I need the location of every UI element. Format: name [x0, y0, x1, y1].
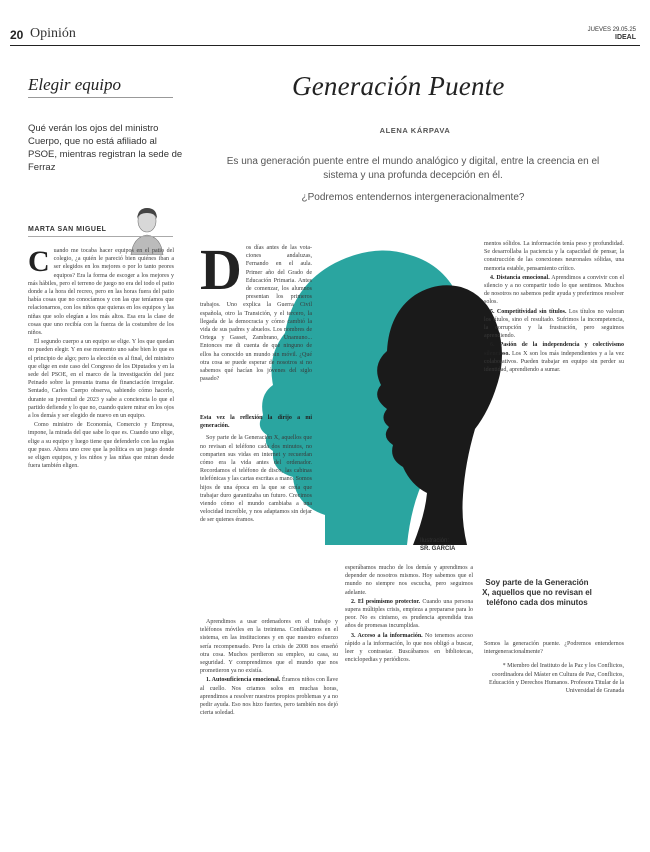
article-deck-question: ¿Podremos entendernos intergeneracionalmente?	[301, 192, 525, 203]
list-item-heading: 5. Competitividad sin títulos.	[490, 308, 567, 315]
page-number: 20	[10, 28, 24, 42]
column-heading-rule	[28, 97, 173, 98]
header-rule	[10, 45, 640, 46]
article-list-item	[484, 341, 624, 374]
article-list-item	[484, 308, 624, 341]
article-dropcap: D	[200, 244, 242, 302]
list-item-text: Cuando una persona supera múltiples crisis, empieza a prepararse para lo peor. No es cinismo, es prudencia aprendida tras años de promesas incumplidas.	[345, 598, 473, 630]
illustration-label: Ilustración:	[420, 538, 450, 544]
list-item-text: Aprendimos a convivir con el silencio y a no compartir todo lo que sentimos. Muchos de nosotros no sabemos pedir ayuda y preferimos resolver solos.	[484, 274, 624, 306]
list-item-heading: 2. El pesimismo protector.	[351, 598, 420, 605]
article-paragraph: Soy parte de la Generación X, aquellos que no revisan el teléfono cada dos minutos, no comparten sus vidas en internet y recuerdan cómo era la vida antes del ordenador. Recordamos el teléfono de disco, las cabinas telefónicas y las cartas escritas a mano. Somos hijos de una época en la que se creía que trabajar duro garantizaba un futuro. Crecimos viendo cómo el mundo cambiaba a una velocidad increíble, y nos adaptamos sin dejar de ser quienes éramos.	[200, 435, 312, 524]
article-list-item	[345, 598, 473, 631]
list-item-text: Éramos niños con llave al cuello. Nos criamos solos en muchas horas, aprendimos a resolver nuestros propios problemas y a no pedir ayuda. Eso nos hizo fuertes, pero también nos dejó cierta soledad.	[200, 677, 338, 717]
column-author: MARTA SAN MIGUEL	[28, 226, 107, 233]
article-list-item	[484, 274, 624, 307]
list-item-heading: 1. Autosuficiencia emocional.	[206, 677, 281, 684]
illustration-artist: SR. GARCÍA	[420, 546, 456, 552]
list-item-heading: 3. Acceso a la información.	[351, 632, 423, 639]
article-paragraph: mentos sólidos. La información tenía peso y profundidad. Se desarrollaba la paciencia y la capacidad de pensar, la construcción de las conexiones neuronales sólidas, una memoria estable, pensamiento crítico.	[484, 241, 624, 272]
column-heading: Elegir equipo	[28, 75, 122, 94]
list-item-text: Los X son los más independientes y a la vez colaborativos. Pueden trabajar en equipo sin perder su identidad, aprendiendo a sumar.	[484, 350, 624, 374]
article-column-4b	[484, 640, 624, 840]
column-subtitle: Qué verán los ojos del ministro Cuerpo, que no está afiliado al PSOE, mientras registran la sede de Ferraz	[28, 123, 183, 173]
article-deck	[218, 155, 608, 205]
issue-date-block	[588, 26, 636, 42]
section-name: Opinión	[30, 26, 76, 41]
article-column-3	[345, 564, 473, 838]
article-list-item	[200, 676, 338, 717]
article-column-2	[200, 618, 338, 838]
column-dropcap: C	[28, 247, 50, 278]
article-column-1	[200, 244, 312, 414]
article-subhead: Esta vez la reflexión la dirijo a mi generación.	[200, 415, 312, 430]
column-body	[28, 247, 174, 837]
column-author-rule	[28, 236, 173, 237]
list-item-text: Los títulos no valoran los títulos, sino el resultado. Sufrimos la incompetencia, la corrupción y la frustración, pero seguimos aprendiendo.	[484, 308, 624, 340]
article-paragraph: esperábamos mucho de los demás y aprendimos a depender de nosotros mismos. Hoy sabemos que el mundo no siempre nos escucha, pero seguimos adelante.	[345, 565, 473, 596]
list-item-heading: 4. Distancia emocional.	[490, 274, 550, 281]
illustration-credit	[420, 537, 455, 553]
list-item-text: No tenemos acceso rápido a la información, lo que nos obligó a buscar, leer y contrastar. Buscábamos en bibliotecas, enciclopedias y periódicos.	[345, 632, 473, 664]
article-author: ALENA KÁRPAVA	[379, 126, 451, 135]
article-column-4	[484, 240, 624, 570]
article-list-item	[345, 632, 473, 665]
article-closing: Somos la generación puente. ¿Podremos entendernos intergeneracionalmente?	[484, 641, 624, 656]
column-paragraph: uando me tocaba hacer equipos en el patio del colegio, ¿a quién le pareció bien quiénes iban a ser elegidos en los mejores o por lo tanto peores equipos? Era la forma de escoger a los mejores y más hábiles, pero el terreno de juego no era del todo el patio donde a la hora del recreo, pero en las horas fuera del patio había cosas que no conocíamos y con las que teníamos que relacionarnos, con los niños que quieras en los equipos y las niñas que solo elegían a los más altos. Esa era la clase de cosas que uno recibía con la fuerza de la costumbre de los niños.	[28, 248, 174, 337]
article-deck-statement: Es una generación puente entre el mundo analógico y digital, entre la creencia en el sistema y una profunda decepción en él.	[226, 156, 600, 181]
article-paragraph: Aprendimos a usar ordenadores en el trabajo y teléfonos móviles en la treintena. Confiábamos en el sistema, en las instituciones y en que nuestro esfuerzo sería recompensado. Pero la crisis de 2008 nos enseñó otra cosa. Muchos perdieron su empleo, su casa, su seguridad. Y comprendimos que el mundo que nos prometieron ya no existía.	[200, 619, 338, 675]
column-paragraph: Como ministro de Economía, Comercio y Empresa, impone, la mirada del que sabe lo que es. Cuando uno elige, elige a su equipo y luego tiene que defenderlo con las reglas que puso. Ahora uno cree que la política es un juego donde se eligen equipos, y los niños y las niñas que miran desde fuera también eligen.	[28, 422, 174, 470]
article-intro: os días antes de las votaciones andaluzas, Fernando en el aula. Primer año del Grado de Educación Primaria. Antes de comenzar, los alumnos presentan los primeros trabajos. Uno explica la Guerra Civil española, otro la Transición, y el tercero, la llegada de la democracia y cómo cambió la vida de sus padres y abuelos. Los nombres de Ortega y Gasset, Zambrano, Unamuno... Entonces me di cuenta de que ninguno de ellos ha conocido un mundo sin móvil. ¿Qué otra cosa se puede esperar de nosotros si no sabemos qué hacían los jóvenes del siglo pasado?	[200, 245, 312, 383]
article-title: Generación Puente	[292, 71, 505, 101]
column-paragraph: El segundo cuerpo a un equipo se elige. Y los que quedan no pueden elegir. Y en ese momento uno sabe bien lo que es el principio de algo; pero la elección es al final, del ministro que elige en este caso del Congreso de los Diputados y en la sede del PSOE, en el marco de la investigación del juez Peinado sobre la presunta trama de financiación irregular. Sentado, Carlos Cuerpo observa, sabiendo cómo hacerlo, durante su juventud de 2023 y sabe a conciencia lo que el partido defiende y lo que no, cuando quiere mirar en los ojos a los demás y ser elegido de nuevo en un equipo.	[28, 339, 174, 420]
author-bio: * Miembro del Instituto de la Paz y los Conflictos, coordinadora del Máster en Cultura de Paz, Conflictos, Educación y Derechos Humanos. Profesora Titular de la Universidad de Granada	[489, 663, 624, 695]
issue-date: JUEVES 29.05.25	[587, 27, 636, 33]
pull-quote: Soy parte de la Generación X, aquellos que no revisan el teléfono cada dos minutos	[482, 578, 592, 607]
list-item-heading: 6. Pasión de la independencia y colectivismo silencioso.	[484, 342, 624, 357]
newspaper-name: IDEAL	[615, 34, 636, 41]
